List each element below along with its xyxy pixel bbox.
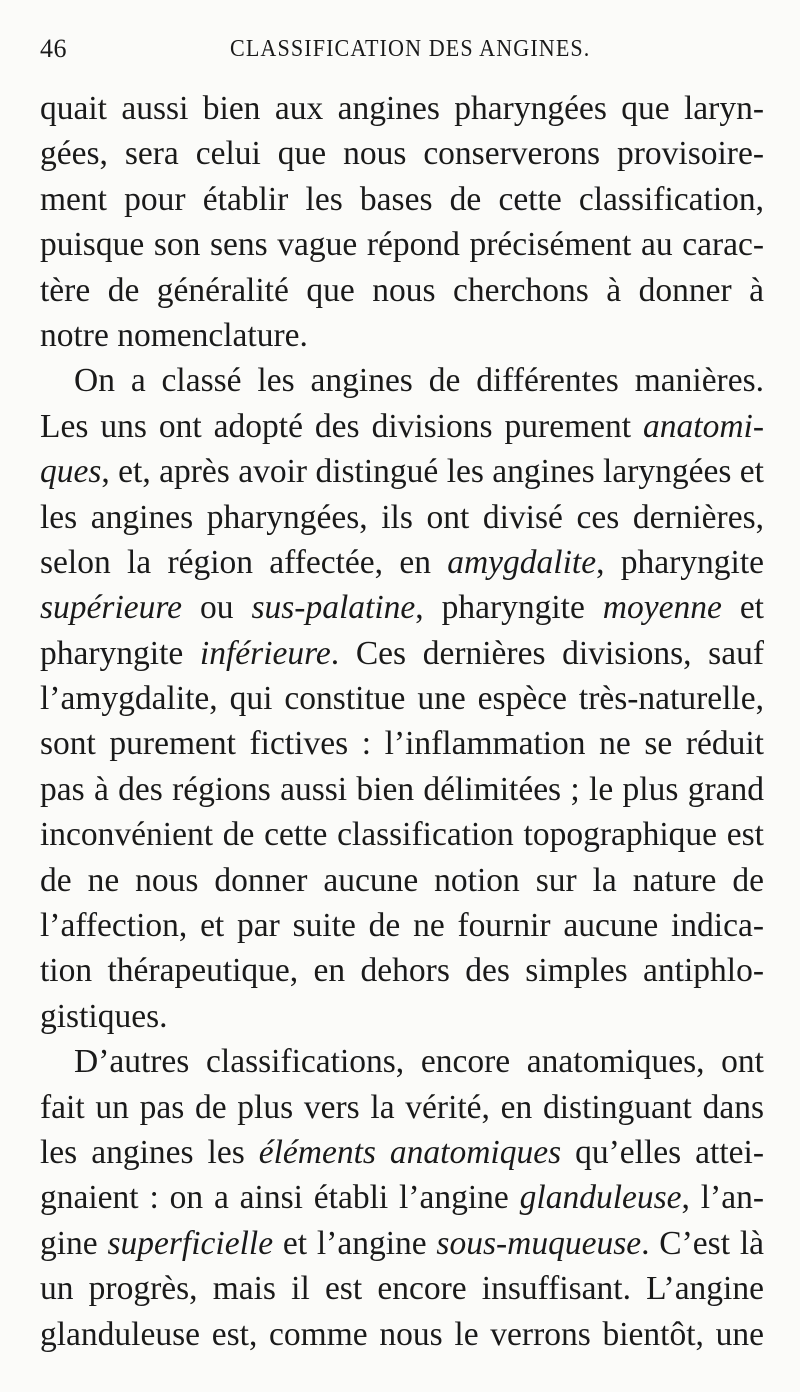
text-segment: glanduleuse est, comme nous le verrons bientôt, une — [40, 1315, 764, 1353]
text-segment: , pharyngite — [415, 589, 603, 627]
text-line — [40, 721, 764, 766]
text-line — [40, 948, 764, 993]
running-head: CLASSIFICATION DES ANGINES. — [230, 36, 591, 62]
text-segment: ment pour établir les bases de cette classification, — [40, 180, 764, 218]
text-line — [40, 1312, 764, 1357]
text-segment: les angines pharyngées, ils ont divisé ces dernières, — [40, 498, 764, 536]
text-segment: gées, sera celui que nous conserverons provisoire- — [40, 135, 764, 173]
text-segment: et — [721, 589, 764, 627]
text-segment: l’affection, et par suite de ne fournir aucune indica- — [40, 907, 764, 945]
italic-text: supérieure — [40, 589, 183, 627]
italic-text: glanduleuse — [519, 1179, 682, 1217]
text-segment: qu’elles attei- — [561, 1133, 764, 1171]
body-text — [40, 86, 764, 1357]
text-segment: les angines les — [40, 1133, 259, 1171]
italic-text: éléments anatomiques — [258, 1133, 562, 1171]
text-segment: de ne nous donner aucune notion sur la nature de — [40, 861, 764, 899]
italic-text: inférieure — [199, 634, 331, 672]
text-line — [40, 1266, 764, 1311]
text-segment: gistiques. — [40, 997, 168, 1035]
italic-text: moyenne — [602, 589, 722, 627]
text-line — [40, 1175, 764, 1220]
text-segment: . Ces dernières divisions, sauf — [330, 634, 764, 672]
italic-text: sus-palatine — [251, 589, 416, 627]
text-segment: quait aussi bien aux angines pharyngées que laryn- — [40, 90, 764, 127]
text-segment: , l’an- — [681, 1179, 764, 1217]
text-segment: . C’est là — [641, 1224, 764, 1262]
text-segment: Les uns ont adopté des divisions purement — [40, 407, 644, 445]
text-line — [40, 858, 764, 903]
text-segment: selon la région affectée, en — [40, 543, 448, 581]
text-line — [40, 131, 764, 176]
text-line — [40, 1085, 764, 1130]
text-segment: notre nomenclature. — [40, 316, 308, 354]
text-line — [40, 358, 764, 403]
italic-text: superficielle — [107, 1224, 274, 1262]
text-segment: ou — [182, 589, 252, 627]
italic-text: ques — [40, 453, 102, 491]
text-line — [40, 495, 764, 540]
text-line — [40, 767, 764, 812]
text-line — [40, 812, 764, 857]
text-segment: un progrès, mais il est encore insuffisant. L’angine — [40, 1270, 764, 1308]
italic-text: anatomi- — [643, 407, 764, 445]
text-segment: tère de généralité que nous cherchons à donner à — [40, 271, 764, 309]
text-segment: l’amygdalite, qui constitue une espèce très-naturelle, — [40, 680, 764, 718]
text-segment: puisque son sens vague répond précisément au carac- — [40, 226, 764, 264]
text-segment: gine — [40, 1224, 108, 1262]
text-line — [40, 449, 764, 494]
text-segment: On a classé les angines de différentes manières. — [74, 362, 764, 400]
text-segment: sont purement fictives : l’inflammation ne se réduit — [40, 725, 764, 763]
text-segment: pas à des régions aussi bien délimitées ; le plus grand — [40, 770, 764, 808]
text-line — [40, 540, 764, 585]
text-segment: , et, après avoir distingué les angines laryngées et — [101, 453, 764, 491]
text-segment: fait un pas de plus vers la vérité, en distinguant dans — [40, 1088, 764, 1126]
text-line — [40, 1039, 764, 1084]
text-line — [40, 676, 764, 721]
page-header — [40, 34, 764, 70]
text-line — [40, 268, 764, 313]
text-line — [40, 177, 764, 222]
text-line — [40, 222, 764, 267]
text-line — [40, 404, 764, 449]
text-line — [40, 1130, 764, 1175]
text-line — [40, 631, 764, 676]
italic-text: amygdalite — [447, 543, 597, 581]
text-segment: inconvénient de cette classification topographique est — [40, 816, 764, 854]
italic-text: sous-muqueuse — [436, 1224, 642, 1262]
text-line — [40, 994, 764, 1039]
text-line — [40, 313, 764, 358]
text-segment: et l’angine — [273, 1224, 437, 1262]
text-segment: tion thérapeutique, en dehors des simples antiphlo- — [40, 952, 764, 990]
text-line — [40, 585, 764, 630]
text-line — [40, 903, 764, 948]
text-line — [40, 1221, 764, 1266]
text-line — [40, 86, 764, 131]
text-segment: , pharyngite — [596, 543, 764, 581]
page-number: 46 — [40, 34, 67, 63]
text-segment: D’autres classifications, encore anatomiques, ont — [74, 1043, 764, 1081]
text-segment: pharyngite — [40, 634, 200, 672]
text-segment: gnaient : on a ainsi établi l’angine — [40, 1179, 520, 1217]
